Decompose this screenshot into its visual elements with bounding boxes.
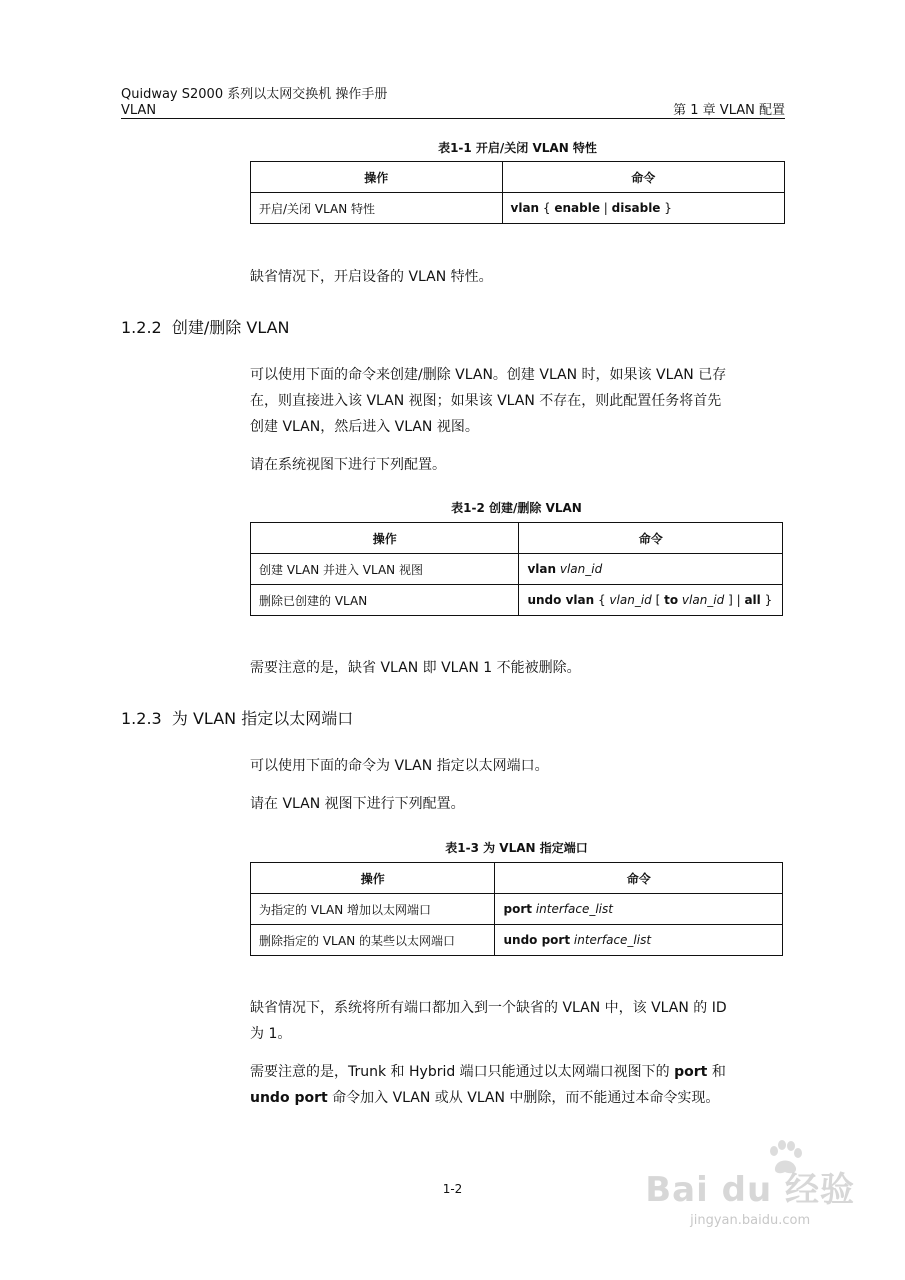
command-keyword: vlan	[527, 562, 557, 576]
p122-line3: 创建 VLAN，然后进入 VLAN 视图。	[250, 419, 479, 435]
section-heading-1-2-3	[121, 709, 353, 729]
p-trunk-line1	[250, 1059, 726, 1085]
table1-caption: 表1-1 开启/关闭 VLAN 特性	[438, 141, 597, 155]
command-syntax: ] |	[724, 593, 745, 607]
table1	[250, 161, 785, 224]
table1-op-cell: 开启/关闭 VLAN 特性	[251, 193, 503, 224]
table3	[250, 862, 783, 956]
command-keyword: vlan	[510, 201, 540, 215]
header-product: Quidway S2000 系列以太网交换机 操作手册	[121, 87, 388, 102]
p123-line1: 可以使用下面的命令为 VLAN 指定以太网端口。	[250, 758, 549, 774]
p123-line2: 请在 VLAN 视图下进行下列配置。	[250, 796, 465, 812]
table2-op-cell: 创建 VLAN 并进入 VLAN 视图	[251, 554, 519, 585]
command-keyword: disable	[611, 201, 661, 215]
table3-caption: 表1-3 为 VLAN 指定端口	[445, 841, 588, 855]
command-parameter: vlan_id	[609, 593, 652, 607]
table2-caption: 表1-2 创建/删除 VLAN	[451, 501, 582, 515]
table2-cmd-cell	[519, 585, 783, 616]
p122-line2: 在，则直接进入该 VLAN 视图；如果该 VLAN 不存在，则此配置任务将首先	[250, 393, 722, 409]
command-parameter: vlan_id	[681, 593, 725, 607]
command-syntax: {	[594, 593, 610, 607]
command-parameter: interface_list	[535, 902, 613, 916]
p-trunk-keyword-port: port	[674, 1064, 708, 1080]
table1-cmd-cell	[502, 193, 784, 224]
command-syntax: }	[660, 201, 672, 215]
p122-line1: 可以使用下面的命令来创建/删除 VLAN。创建 VLAN 时，如果该 VLAN 已存	[250, 367, 727, 383]
page-number: 1-2	[442, 1182, 463, 1196]
section-number: 1.2.3	[121, 709, 162, 728]
section-title: 创建/删除 VLAN	[171, 318, 290, 337]
command-keyword: all	[744, 593, 761, 607]
paragraph-note-vlan1: 需要注意的是，缺省 VLAN 即 VLAN 1 不能被删除。	[250, 660, 581, 676]
table1-header-cmd: 命令	[502, 162, 784, 193]
command-parameter: vlan_id	[559, 562, 603, 576]
command-syntax: }	[760, 593, 773, 607]
table2-cmd-cell	[519, 554, 783, 585]
table-row	[251, 554, 783, 585]
table3-header-cmd: 命令	[495, 863, 783, 894]
header-section: VLAN	[121, 103, 157, 118]
header-chapter: 第 1 章 VLAN 配置	[673, 103, 785, 118]
section-heading-1-2-2	[121, 318, 290, 338]
p-trunk-line2	[250, 1085, 719, 1111]
command-syntax: |	[599, 201, 612, 215]
table2-header-cmd: 命令	[519, 523, 783, 554]
p-default-ports-line2: 为 1。	[250, 1026, 292, 1042]
table3-cmd-cell	[495, 894, 783, 925]
table-row	[251, 925, 783, 956]
watermark-logo: Bai du 经验	[645, 1170, 855, 1210]
table-row	[251, 585, 783, 616]
command-syntax: [	[651, 593, 665, 607]
table1-header-op: 操作	[251, 162, 503, 193]
table3-header-op: 操作	[251, 863, 495, 894]
section-title: 为 VLAN 指定以太网端口	[171, 709, 354, 728]
table3-op-cell: 为指定的 VLAN 增加以太网端口	[251, 894, 495, 925]
command-parameter: interface_list	[573, 933, 652, 947]
p-trunk-text: 和	[707, 1064, 726, 1080]
p-trunk-text: 需要注意的是，Trunk 和 Hybrid 端口只能通过以太网端口视图下的	[250, 1064, 675, 1080]
command-keyword: to	[664, 593, 679, 607]
table2-header-op: 操作	[251, 523, 519, 554]
section-number: 1.2.2	[121, 318, 162, 337]
command-keyword: undo port	[503, 933, 571, 947]
watermark	[645, 1162, 855, 1228]
command-keyword: enable	[554, 201, 600, 215]
command-keyword: undo vlan	[527, 593, 595, 607]
p-default-ports-line1: 缺省情况下，系统将所有端口都加入到一个缺省的 VLAN 中，该 VLAN 的 ID	[250, 1000, 727, 1016]
table2	[250, 522, 783, 616]
header-rule	[121, 118, 785, 119]
command-syntax: {	[539, 201, 555, 215]
watermark-url: jingyan.baidu.com	[690, 1213, 811, 1228]
table3-cmd-cell	[495, 925, 783, 956]
command-keyword: port	[503, 902, 532, 916]
table2-op-cell: 删除已创建的 VLAN	[251, 585, 519, 616]
table3-op-cell: 删除指定的 VLAN 的某些以太网端口	[251, 925, 495, 956]
paragraph-default-vlan: 缺省情况下，开启设备的 VLAN 特性。	[250, 269, 493, 285]
p122-line4: 请在系统视图下进行下列配置。	[250, 457, 446, 473]
p-trunk-text: 命令加入 VLAN 或从 VLAN 中删除，而不能通过本命令实现。	[327, 1090, 720, 1106]
table-row	[251, 894, 783, 925]
p-trunk-keyword-undo-port: undo port	[250, 1090, 328, 1106]
table-row	[251, 193, 785, 224]
